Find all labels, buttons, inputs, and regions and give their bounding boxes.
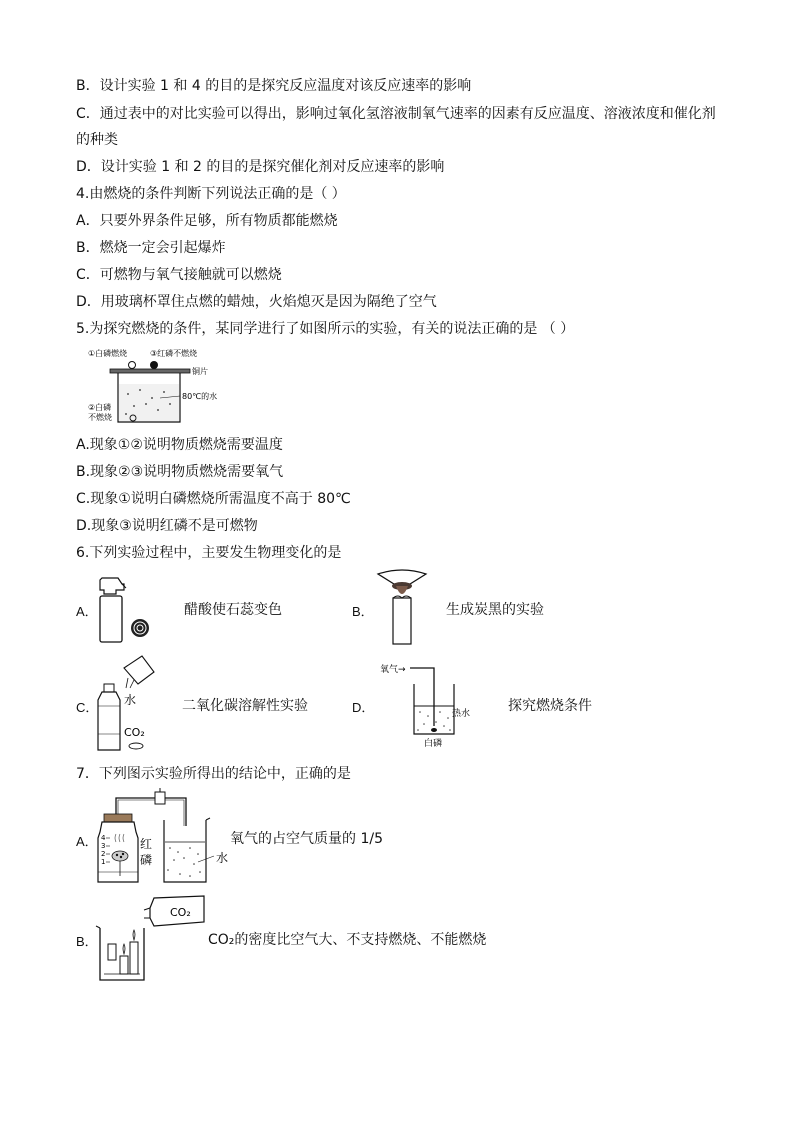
- d-label-white-phosphorus: 白磷: [424, 739, 443, 749]
- q5-option-c: C.现象①说明白磷燃烧所需温度不高于 80℃: [76, 491, 351, 507]
- q6-option-d-text: 探究燃烧条件: [508, 698, 592, 714]
- q5-option-a: A.现象①②说明物质燃烧需要温度: [76, 437, 283, 453]
- q3-option-c-line1: C．通过表中的对比实验可以得出，影响过氧化氢溶液制氧气速率的因素有反应温度、溶液浓度和催化剂: [76, 106, 716, 122]
- scale-mark-3: 3: [101, 842, 106, 850]
- co2-bottle-water-figure: [94, 654, 160, 754]
- q6-option-b-text: 生成炭黑的实验: [446, 602, 544, 618]
- q3-option-b: B．设计实验 1 和 4 的目的是探究反应温度对该反应速率的影响: [76, 78, 472, 94]
- q4-stem: 4.由燃烧的条件判断下列说法正确的是（ ）: [76, 186, 346, 202]
- q6-option-b-label: B．: [352, 604, 374, 619]
- a-label-phosphorus: 磷: [140, 853, 153, 867]
- q3-option-c-line2: 的种类: [76, 132, 118, 148]
- fig-label-red-p-no-burn: ③红磷不燃烧: [150, 349, 198, 358]
- q7-option-b-text: CO₂的密度比空气大、不支持燃烧、不能燃烧: [208, 932, 487, 948]
- co2-pour-candles-figure: [94, 892, 212, 982]
- q6-option-c-label: C．: [76, 700, 99, 715]
- a-label-red: 红: [140, 837, 153, 851]
- q5-option-d: D.现象③说明红磷不是可燃物: [76, 518, 258, 534]
- q7-stem: 7．下列图示实验所得出的结论中，正确的是: [76, 766, 351, 782]
- scale-mark-2: 2: [101, 850, 106, 858]
- q6-option-a-text: 醋酸使石蕊变色: [184, 602, 282, 618]
- q6-option-d-label: D．: [352, 700, 375, 715]
- fig-label-no-burn: 不燃烧: [88, 413, 112, 422]
- q4-option-c: C．可燃物与氧气接触就可以燃烧: [76, 267, 282, 283]
- q4-option-a: A．只要外界条件足够，所有物质都能燃烧: [76, 213, 338, 229]
- q4-option-d: D．用玻璃杯罩住点燃的蜡烛，火焰熄灭是因为隔绝了空气: [76, 294, 437, 310]
- q7-option-a-label: A．: [76, 834, 98, 849]
- c-label-co2: CO₂: [124, 726, 145, 739]
- q5-option-b: B.现象②③说明物质燃烧需要氧气: [76, 464, 284, 480]
- q3-option-d: D．设计实验 1 和 2 的目的是探究催化剂对反应速率的影响: [76, 159, 445, 175]
- q6-stem: 6.下列实验过程中，主要发生物理变化的是: [76, 545, 342, 561]
- q6-option-a-label: A．: [76, 604, 98, 619]
- q6-option-c-text: 二氧化碳溶解性实验: [182, 698, 308, 714]
- scale-mark-4: 4: [101, 834, 106, 842]
- fig-label-white-p-under: ②白磷: [88, 403, 112, 412]
- q5-combustion-figure: [88, 346, 248, 428]
- q4-option-b: B．燃烧一定会引起爆炸: [76, 240, 226, 256]
- fig-label-copper-sheet: 铜片: [192, 367, 208, 376]
- b-label-co2: CO₂: [170, 906, 191, 919]
- d-label-oxygen: 氧气→: [380, 665, 406, 675]
- scale-mark-1: 1: [101, 858, 106, 866]
- fig-label-white-p-burns: ①白磷燃烧: [88, 349, 128, 358]
- a-label-water: 水: [216, 851, 229, 865]
- red-phosphorus-air-figure: [94, 786, 234, 884]
- fig-label-hot-water: 80℃的水: [182, 392, 218, 401]
- q7-option-b-label: B．: [76, 934, 98, 949]
- beaker-oxygen-figure: [380, 660, 500, 748]
- candle-carbon-black-figure: [374, 568, 430, 646]
- q7-option-a-text: 氧气的占空气质量的 1/5: [230, 831, 383, 847]
- c-label-water: 水: [124, 693, 137, 707]
- q5-stem: 5.为探究燃烧的条件，某同学进行了如图所示的实验，有关的说法正确的是 （ ）: [76, 321, 575, 337]
- spray-bottle-flower-figure: [96, 572, 160, 644]
- d-label-hot-water: 热水: [452, 709, 471, 719]
